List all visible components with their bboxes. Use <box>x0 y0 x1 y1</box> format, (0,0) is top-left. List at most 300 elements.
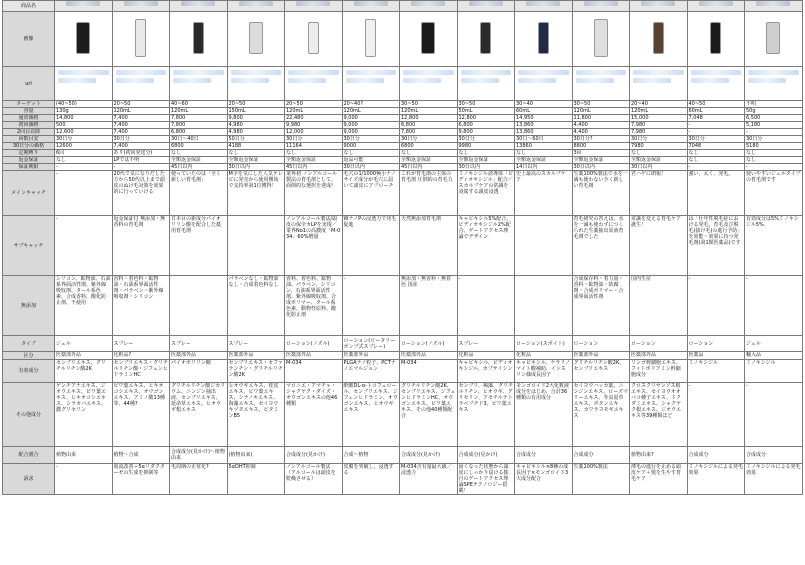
cell-volume: 120mL <box>630 108 688 115</box>
row-label: 画像 <box>3 12 55 67</box>
cell-price-30days: 12600 <box>55 143 113 150</box>
cell-sub-catch <box>227 216 285 276</box>
cell-price-30days: 11164 <box>285 143 343 150</box>
redacted-name <box>584 1 618 6</box>
cell-target: 20~50 <box>285 101 343 108</box>
cell-second-price: - <box>745 129 803 136</box>
redacted-name <box>239 1 273 6</box>
product-url-cell <box>170 67 228 101</box>
cell-appeal: 生薬100%製法 <box>572 464 630 495</box>
cell-other: マロニエ・アマチャ・シャクヤク・ダイズ・オウゴンエキスの他46種類 <box>285 383 343 447</box>
cell-first-price: 13,860 <box>515 122 573 129</box>
product-image-cell <box>55 12 113 67</box>
cell-volume: 120mL <box>342 108 400 115</box>
cell-second-price: 12,000 <box>285 129 343 136</box>
redacted-name <box>411 1 445 6</box>
cell-category: 化粧品 <box>515 352 573 360</box>
cell-second-price: 7,800 <box>400 129 458 136</box>
product-name-cell <box>55 1 113 12</box>
cell-sub-catch: 常識を変える育毛ケア誕生！ <box>630 216 688 276</box>
cell-appeal: - <box>55 464 113 495</box>
cell-sub-catch: キャピキシル5%配合、ピディオキシジル2%配合、ゲートアクセス理論でデザイン <box>457 216 515 276</box>
cell-regular-price: 22,480 <box>285 115 343 122</box>
cell-ratio: 植物由来? <box>630 447 688 464</box>
cell-category: 医薬部外品 <box>572 352 630 360</box>
cell-subscription: なし <box>515 150 573 157</box>
row-label: メインキャッチ <box>3 171 55 216</box>
row-label: 定期縛り <box>3 150 55 157</box>
cell-subscription: なし <box>745 150 803 157</box>
row-ratio <box>3 447 803 464</box>
product-image-cell <box>285 12 343 67</box>
cell-additive-free: 国内生産 <box>630 276 688 336</box>
cell-second-price: 9,000 <box>342 129 400 136</box>
cell-regular-price: 14,800 <box>55 115 113 122</box>
cell-additive-free: - <box>457 276 515 336</box>
cell-ratio: 合成成分(見かけ) <box>400 447 458 464</box>
row-label: 無添加 <box>3 276 55 336</box>
row-other <box>3 383 803 447</box>
product-name-cell <box>572 1 630 12</box>
cell-type: ローション <box>687 336 745 352</box>
redacted-name <box>699 1 733 6</box>
cell-sub-catch: 有効成分は5%ミノキシジル5% <box>745 216 803 276</box>
cell-other: - <box>687 383 745 447</box>
cell-target: 30~50 <box>400 101 458 108</box>
cell-first-price: 7,980 <box>630 122 688 129</box>
cell-volume: 60mL <box>515 108 573 115</box>
cell-guarantee-period: - <box>112 164 170 171</box>
redacted-url[interactable] <box>691 78 729 83</box>
cell-ratio: 合成成分(見かけ)〜植物由来 <box>170 447 228 464</box>
cell-active: キャピキシル、ケラリノマイト酸補助、インスリン様成長因子 <box>515 360 573 383</box>
redacted-url[interactable] <box>346 70 397 75</box>
product-name-cell <box>687 1 745 12</box>
cell-appeal: ミノキシジルによる発毛効果 <box>687 464 745 495</box>
redacted-name <box>66 1 100 6</box>
cell-subscription: 6回 <box>55 150 113 157</box>
product-image <box>421 22 435 54</box>
product-image-cell <box>227 12 285 67</box>
cell-guarantee: LPでは不明 <box>112 157 170 164</box>
redacted-url[interactable] <box>231 70 282 75</box>
cell-category: 医薬部外品 <box>400 352 458 360</box>
cell-active: センブリエキス、グリチルリチン酸2K <box>55 360 113 383</box>
cell-regular-price: 7,800 <box>170 115 228 122</box>
cell-guarantee-period: - <box>745 164 803 171</box>
cell-active: ミノキシジル <box>745 360 803 383</box>
cell-subscription: なし <box>687 150 745 157</box>
cell-volume: 50mL <box>457 108 515 115</box>
cell-volume: 120mL <box>285 108 343 115</box>
row-second-price <box>3 129 803 136</box>
cell-target: 40~60 <box>170 101 228 108</box>
redacted-url[interactable] <box>576 70 627 75</box>
product-name-cell <box>457 1 515 12</box>
cell-guarantee: 全額返金保証 <box>170 157 228 164</box>
cell-active: M-034 <box>400 360 458 383</box>
cell-regular-price: 7,048 <box>687 115 745 122</box>
cell-second-price: 4,980 <box>227 129 285 136</box>
redacted-url[interactable] <box>518 70 569 75</box>
row-label: 回数目安 <box>3 136 55 143</box>
cell-appeal: 薄毛の進行を止める頭皮ケア＋髪を生やす育毛ケア <box>630 464 688 495</box>
cell-type: ローション(ロータリーポンプ式スプレー) <box>342 336 400 352</box>
cell-guarantee-period: 14日以内 <box>515 164 573 171</box>
cell-active: PLGAナノ粒子、PCTナノエマルジョン <box>342 360 400 383</box>
cell-additive-free: - <box>687 276 745 336</box>
row-label: ターゲット <box>3 101 55 108</box>
row-subscription <box>3 150 803 157</box>
product-image <box>365 19 376 57</box>
cell-sub-catch: 天然無添加育毛剤 <box>400 216 458 276</box>
row-label: 区分 <box>3 352 55 360</box>
cell-first-price: 9,980 <box>285 122 343 129</box>
product-url-cell <box>342 67 400 101</box>
cell-guarantee-period: - <box>55 164 113 171</box>
cell-price-30days: 7980 <box>630 143 688 150</box>
cell-volume: 150mL <box>227 108 285 115</box>
cell-ratio: 植物由来 <box>55 447 113 464</box>
cell-first-price: 9,000 <box>342 122 400 129</box>
redacted-name <box>124 1 158 6</box>
cell-guarantee: なし <box>687 157 745 164</box>
cell-other: ヒオウギエキス、桂皮エキス、ピワ葉エキス、シナノキエキス、海藻エキス、セイヨウキヅタエキス、ビタミンB5 <box>227 383 285 447</box>
row-regular-price <box>3 115 803 122</box>
cell-subscription: なし <box>342 150 400 157</box>
cell-type: ローション <box>630 336 688 352</box>
cell-regular-price: 15,000 <box>630 115 688 122</box>
cell-guarantee: なし <box>745 157 803 164</box>
cell-additive-free: パラベンなし・鉱物油なし・合成着色料なし <box>227 276 285 336</box>
cell-sub-catch: 返金保証付 無添加・無香料の育毛剤 <box>112 216 170 276</box>
cell-main-catch: 史上最高のスカルプケア <box>515 171 573 216</box>
cell-sub-catch <box>515 216 573 276</box>
cell-volume: 130g <box>55 108 113 115</box>
cell-guarantee-period: 45日以内 <box>285 164 343 171</box>
cell-guarantee: 全額返金保証 <box>457 157 515 164</box>
redacted-url[interactable] <box>173 78 211 83</box>
cell-target: 20~50 <box>112 101 170 108</box>
redacted-url[interactable] <box>288 70 339 75</box>
cell-additive-free: シリコン、鉱物油、石油系界面活性剤、紫外線吸収剤、タール系色素、合成香料、酸化防止剤、不使用 <box>55 276 113 336</box>
cell-second-price: 6,800 <box>170 129 228 136</box>
cell-active: グリチルリチン酸2K、センブリエキス <box>572 360 630 383</box>
redacted-url[interactable] <box>518 78 556 83</box>
cell-price-30days: 7,400 <box>112 143 170 150</box>
redacted-url[interactable] <box>691 70 742 75</box>
redacted-url[interactable] <box>231 78 269 83</box>
cell-regular-price: 12,800 <box>400 115 458 122</box>
cell-first-price: 4,400 <box>572 122 630 129</box>
product-image <box>249 22 263 54</box>
cell-target: 30~40 <box>515 101 573 108</box>
cell-second-price: 7,400 <box>112 129 170 136</box>
comparison-table <box>2 0 803 495</box>
row-label: 初回価格 <box>3 122 55 129</box>
cell-active: リンゴ幹細胞エキス、フィトポリアミン幹細胞成分 <box>630 360 688 383</box>
cell-category: 医薬部外品 <box>55 352 113 360</box>
product-name-cell <box>227 1 285 12</box>
cell-second-price: 9,800 <box>457 129 515 136</box>
cell-volume: 120mL <box>170 108 228 115</box>
redacted-url[interactable] <box>576 78 614 83</box>
cell-first-price: 6,800 <box>400 122 458 129</box>
cell-price-30days: 9980 <box>457 143 515 150</box>
cell-guarantee: 返品可能 <box>342 157 400 164</box>
product-image-cell <box>112 12 170 67</box>
cell-price-30days: 7048 <box>687 143 745 150</box>
cell-cycle: 30日分 <box>400 136 458 143</box>
cell-guarantee-period: 30日以内 <box>630 164 688 171</box>
cell-first-price: 6,800 <box>457 122 515 129</box>
row-label: 訴求 <box>3 464 55 495</box>
product-name-cell <box>630 1 688 12</box>
cell-regular-price: 9,800 <box>227 115 285 122</box>
redacted-url[interactable] <box>461 70 512 75</box>
cell-regular-price: 11,800 <box>572 115 630 122</box>
row-active <box>3 360 803 383</box>
cell-ratio: (植物由来) <box>227 447 285 464</box>
cell-category: 化粧品 <box>457 352 515 360</box>
product-url-cell <box>630 67 688 101</box>
cell-category: 医薬部外品 <box>342 352 400 360</box>
cell-type: スプレー <box>112 336 170 352</box>
cell-subscription: なし <box>227 150 285 157</box>
cell-second-price: 7,980 <box>630 129 688 136</box>
redacted-url[interactable] <box>116 78 154 83</box>
product-name-cell <box>112 1 170 12</box>
redacted-url[interactable] <box>748 70 799 75</box>
cell-additive-free <box>170 276 228 336</box>
cell-other: ゲンチアナエキス、ジオウエキス、ピワ葉エキス、ヒキオコシエキス、シラカバエキス、濃グリセリン <box>55 383 113 447</box>
product-image <box>766 22 780 54</box>
cell-appeal: 毛周期の正常化? <box>170 464 228 495</box>
row-target <box>3 101 803 108</box>
cell-sub-catch: ノンアルコール製法/頭皮の保全カLPを実現／業界No1の高濃度「M-034」60%増量 <box>285 216 343 276</box>
row-name <box>3 1 803 12</box>
cell-price-30days: 5180 <box>745 143 803 150</box>
cell-appeal: ノンアルコール製法（アルコールは頭皮を乾燥させる） <box>285 464 343 495</box>
cell-regular-price: 12,800 <box>457 115 515 122</box>
redacted-url[interactable] <box>58 78 96 83</box>
cell-ratio: 合成成分 <box>515 447 573 464</box>
redacted-name <box>296 1 330 6</box>
row-appeal <box>3 464 803 495</box>
cell-main-catch: 20代で気になりだした方から50代以上まで頭皮のぬけ毛対策を効果的に行っていける <box>112 171 170 216</box>
product-image-cell <box>687 12 745 67</box>
product-url-cell <box>515 67 573 101</box>
cell-sub-catch: 日本目の新成分パイオリリン酸を配合した薬用育毛剤 <box>170 216 228 276</box>
cell-subscription: あり(初回発送分) <box>112 150 170 157</box>
redacted-url[interactable] <box>346 78 384 83</box>
cell-main-catch: 君ハゲに朗報！ <box>630 171 688 216</box>
row-price-30days <box>3 143 803 150</box>
redacted-name <box>641 1 675 6</box>
cell-cycle: 50日分 <box>227 136 285 143</box>
cell-volume: 50g <box>745 108 803 115</box>
cell-main-catch: 強い、太く、発毛。 <box>687 171 745 216</box>
product-url-cell <box>745 67 803 101</box>
cell-category: 医薬品 <box>687 352 745 360</box>
cell-main-catch: 生薬100%製法で水を一滴も使わない全く新しい育毛剤 <box>572 171 630 216</box>
redacted-url[interactable] <box>116 70 167 75</box>
row-cycle <box>3 136 803 143</box>
cell-first-price: 7,400 <box>112 122 170 129</box>
product-url-cell <box>227 67 285 101</box>
cell-other: グリチルリチン酸ジカリウム、ニンジン抽出液、センブリエキス、延命草エキス、ヒオウギ根エキス <box>170 383 228 447</box>
row-guarantee <box>3 157 803 164</box>
cell-first-price: 500 <box>55 122 113 129</box>
cell-second-price: 12,600 <box>55 129 113 136</box>
cell-appeal: ミノキシジルによる発毛効果 <box>745 464 803 495</box>
cell-target: 20~40? <box>342 101 400 108</box>
product-image-cell <box>400 12 458 67</box>
cell-active: ミノキシジル <box>687 360 745 383</box>
cell-active: センブリエキス・セファランチン・グリチルリチン酸2K <box>227 360 285 383</box>
cell-guarantee: 全額返金保証 <box>285 157 343 164</box>
cell-main-catch: 使っていたのは「全く新しい育毛剤」 <box>170 171 228 216</box>
cell-main-catch: 業界初 ノンアルコール製法の育毛剤として、面倒的な選択を達成! <box>285 171 343 216</box>
cell-appeal: 皮膜を突破し、浸透する <box>342 464 400 495</box>
cell-guarantee: 全額返金保証 <box>572 157 630 164</box>
redacted-url[interactable] <box>58 70 109 75</box>
cell-guarantee: 全額返金保証 <box>227 157 285 164</box>
product-image-cell <box>170 12 228 67</box>
cell-appeal: 血流改善＋5αリダクターゼの生成を抑制等 <box>112 464 170 495</box>
cell-type: ローション(ノズル) <box>285 336 343 352</box>
cell-additive-free: 無添加・無香料・無着色 国産 <box>400 276 458 336</box>
cell-cycle: 30日分 <box>112 136 170 143</box>
cell-category: 輸入品 <box>745 352 803 360</box>
cell-sub-catch: WナノPの浸透力で発毛促進 <box>342 216 400 276</box>
cell-ratio: 合成成分 <box>745 447 803 464</box>
row-label: 返金保証 <box>3 157 55 164</box>
row-type <box>3 336 803 352</box>
row-sub-catch <box>3 216 803 276</box>
cell-cycle: 30日分 <box>687 136 745 143</box>
cell-type: ローション(ノズル) <box>400 336 458 352</box>
cell-guarantee: 全額返金保証 <box>515 157 573 164</box>
product-name-cell <box>745 1 803 12</box>
cell-other: クロスクリサンソス根エキス、セイヨウオオバコ種子エキス、ドクダミエキス、シャクヤク根エキス、ジオウエキス等39種類ほど <box>630 383 688 447</box>
redacted-url[interactable] <box>403 78 441 83</box>
product-image <box>76 22 90 54</box>
redacted-url[interactable] <box>748 78 786 83</box>
cell-other: グリチルリチン酸2K、センブリエキス、ジフェンヒドラミンHC、オウゴンエキス、ピワ葉エキス、その他40種類配合 <box>400 383 458 447</box>
cell-first-price: - <box>687 122 745 129</box>
product-image-cell <box>457 12 515 67</box>
cell-target: 30~50 <box>572 101 630 108</box>
cell-main-catch: ミノキシジル誘導体「ピディオキシジル」配合／スカルプケアの常識を凌駕する頭皮浸透 <box>457 171 515 216</box>
redacted-url[interactable] <box>288 78 326 83</box>
cell-type: スプレー <box>170 336 228 352</box>
cell-cycle: 30日分 <box>457 136 515 143</box>
cell-other: セイヨウハッカ葉、ニンジンエキス、ローズマリーエキス、冬虫夏草エキス、ボタンエキス、カワラヨモギエキス <box>572 383 630 447</box>
cell-second-price: 4,400 <box>572 129 630 136</box>
cell-category: 医薬部外品 <box>170 352 228 360</box>
product-url-cell <box>400 67 458 101</box>
cell-cycle: 30日分 <box>285 136 343 143</box>
cell-ratio: 植物〜合成 <box>112 447 170 464</box>
cell-main-catch: 毛穴の1/1000極小ナノサイズ成分が毛穴に届いて頭皮にアプローチ <box>342 171 400 216</box>
cell-guarantee-period: 45日以内 <box>400 164 458 171</box>
cell-appeal: 固くなった状態から頭皮にしっかり届ける独自のゲートアクセス理論SPEテクノロジー搭載！ <box>457 464 515 495</box>
cell-active: M-034 <box>285 360 343 383</box>
cell-ratio: 合成成分(見かけ) <box>285 447 343 464</box>
product-image <box>710 22 721 54</box>
redacted-url[interactable] <box>403 70 454 75</box>
product-image <box>653 22 664 54</box>
redacted-url[interactable] <box>173 70 224 75</box>
row-main-catch <box>3 171 803 216</box>
cell-type: ローション <box>572 336 630 352</box>
redacted-name <box>354 1 388 6</box>
product-name-cell <box>170 1 228 12</box>
row-label: 2回目以降 <box>3 129 55 136</box>
cell-main-catch: 使いやすいジェルタイプの育毛剤です <box>745 171 803 216</box>
cell-subscription: なし <box>630 150 688 157</box>
redacted-url[interactable] <box>461 78 499 83</box>
row-label: 30日分の価格 <box>3 143 55 150</box>
cell-target: 20~50 <box>227 101 285 108</box>
row-label: 容量 <box>3 108 55 115</box>
cell-active: キャピキシル、ピディオキシジル、カプサイシン <box>457 360 515 383</box>
cell-price-30days: 8800 <box>572 143 630 150</box>
cell-additive-free: - <box>745 276 803 336</box>
cell-guarantee-period: 30日以内 <box>342 164 400 171</box>
cell-guarantee-period: 45日以内 <box>170 164 228 171</box>
product-image-cell <box>342 12 400 67</box>
cell-main-catch: - <box>55 171 113 216</box>
cell-sub-catch: - <box>55 216 113 276</box>
cell-regular-price: 14,950 <box>515 115 573 122</box>
cell-type: ジェル <box>745 336 803 352</box>
cell-appeal: 5αDHT抑制 <box>227 464 285 495</box>
cell-volume: 120mL <box>400 108 458 115</box>
cell-price-30days: 9000 <box>342 143 400 150</box>
product-url-cell <box>457 67 515 101</box>
cell-guarantee: なし <box>55 157 113 164</box>
product-image <box>538 22 549 54</box>
cell-target: 30~50 <box>457 101 515 108</box>
product-name-cell <box>400 1 458 12</box>
cell-first-price: 5,180 <box>745 122 803 129</box>
cell-sub-catch: は「壮年性脱毛症における発毛、育毛及び脱毛(抜け毛)の進行予防」を効能・効果に持つ発毛剤(第1類医薬品)です <box>687 216 745 276</box>
row-label: 商品名 <box>3 1 55 12</box>
product-url-cell <box>112 67 170 101</box>
row-label: 保証期限 <box>3 164 55 171</box>
cell-guarantee-period: 30日以内 <box>572 164 630 171</box>
cell-volume: 120mL <box>112 108 170 115</box>
row-additive-free <box>3 276 803 336</box>
cell-additive-free: 香料、着色料、鉱物油、パラベン、シリコン、石油系界面活性剤、紫外線吸収剤、合成ポリマー、タール系色素、動物性原料、酸化防止剤 <box>285 276 343 336</box>
cell-cycle: 30日分 <box>630 136 688 143</box>
cell-other: 酢酸DL-α-トコフェロール、センブリエキス、ジフェンヒドラミン、オウゴンエキス、ヒオウギエキス <box>342 383 400 447</box>
cell-subscription: なし <box>400 150 458 157</box>
cell-additive-free: 香料・着色料・鉱物油・石油系界面活性剤・パラベン・紫外線吸収剤・シリコン <box>112 276 170 336</box>
product-image-cell <box>515 12 573 67</box>
cell-active: センブリエキス・グリチルリチン酸・ジフェンヒドラミンHC <box>112 360 170 383</box>
cell-cycle: 30日分? <box>572 136 630 143</box>
cell-cycle: 30日分 <box>342 136 400 143</box>
cell-target: 40~50 <box>687 101 745 108</box>
redacted-url[interactable] <box>633 78 671 83</box>
redacted-name <box>526 1 560 6</box>
cell-ratio: 合成成分(見かけ) <box>457 447 515 464</box>
cell-volume: 60mL <box>687 108 745 115</box>
redacted-url[interactable] <box>633 70 684 75</box>
